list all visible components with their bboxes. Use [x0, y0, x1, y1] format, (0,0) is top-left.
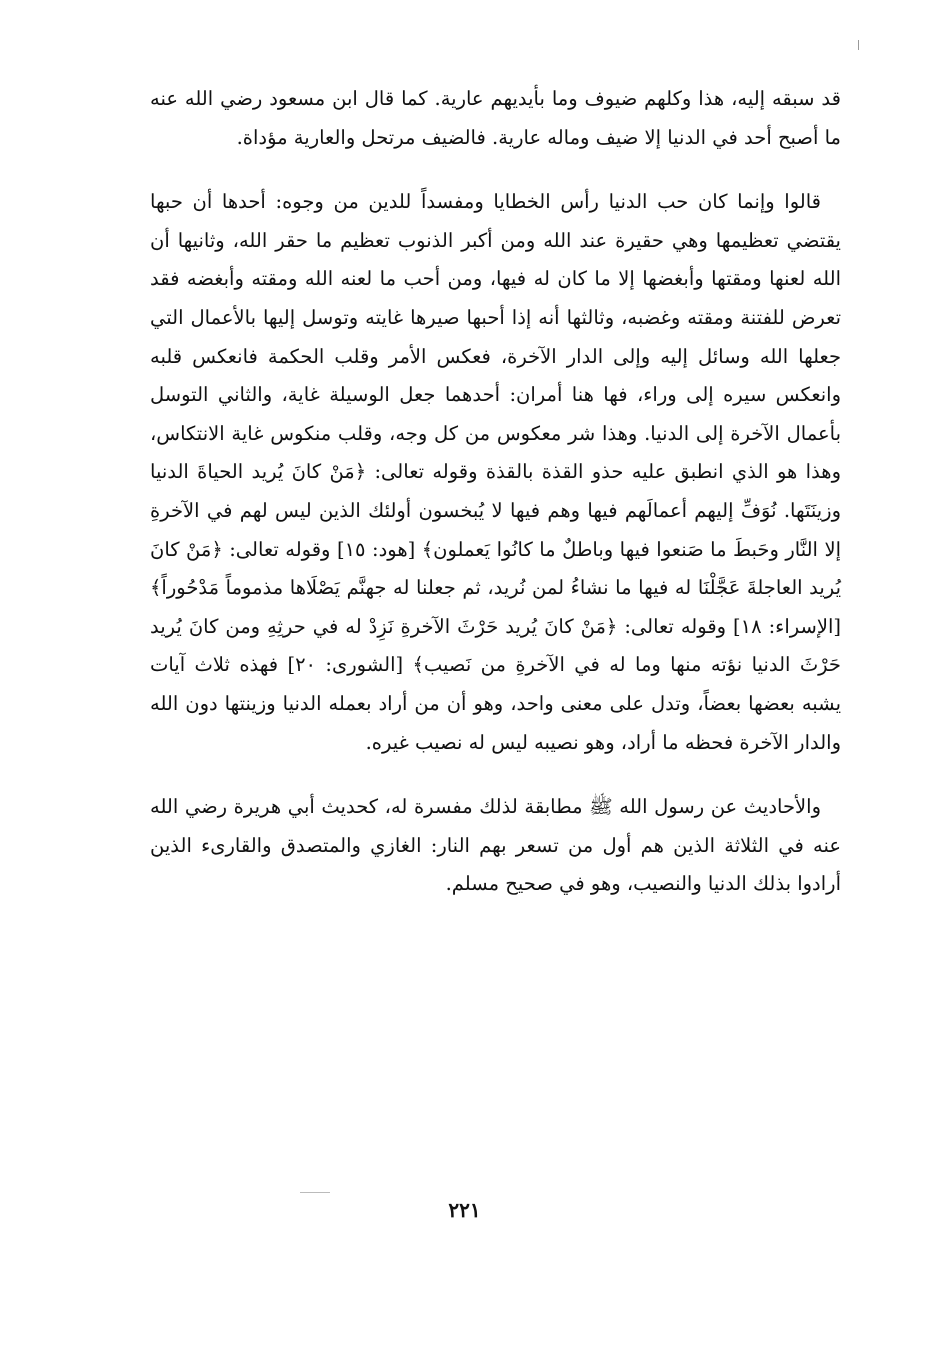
paragraph-3: والأحاديث عن رسول الله ﷺ مطابقة لذلك مفسرة له، كحديث أبي هريرة رضي الله عنه في الثلاثة الذين هم أول من تسعر بهم النار: الغازي والمتصدق والقارىء الذين أرادوا بذلك الدنيا والنصيب، وهو في صحيح مسلم. [150, 795, 841, 896]
footer-rule [300, 1192, 330, 1193]
body-text [150, 80, 841, 930]
page-number: ٢٢١ [448, 1198, 481, 1222]
paragraph-1: قد سبقه إليه، هذا وكلهم ضيوف وما بأيديهم عارية. كما قال ابن مسعود رضي الله عنه ما أصبح أحد في الدنيا إلا ضيف وماله عارية. فالضيف مرتحل والعارية مؤداة. [150, 87, 841, 149]
paragraph-2: قالوا وإنما كان حب الدنيا رأس الخطايا ومفسداً للدين من وجوه: أحدها أن حبها يقتضي تعظيمها وهي حقيرة عند الله ومن أكبر الذنوب تعظيم ما حقر الله، وثانيها أن الله لعنها ومقتها وأبغضها إلا ما كان له فيها، ومن أحب ما لعنه الله ومقته وأبغضه فقد تعرض للفتنة ومقته وغضبه، وثالثها أنه إذا أحبها صيرها غايته وتوسل إليها بالأعمال التي جعلها الله وسائل إليه وإلى الدار الآخرة، فعكس الأمر وقلب الحكمة فانعكس قلبه وانعكس سيره إلى وراء، فها هنا أمران: أحدهما جعل الوسيلة غاية، والثاني التوسل بأعمال الآخرة إلى الدنيا. وهذا شر معكوس من كل وجه، وقلب منكوس غاية الانتكاس، وهذا هو الذي انطبق عليه حذو القذة بالقذة وقوله تعالى: ﴿مَنْ كانَ يُريد الحياةَ الدنيا وزينَتَها. نُوَفِّ إليهم أعمالَهم فيها وهم فيها لا يُبخسون أولئك الذين ليس لهم في الآخرةِ إلا النَّار وحَبطَ ما صَنعوا فيها وباطلٌ ما كانُوا يَعملون﴾ [هود: ١٥] وقوله تعالى: ﴿مَنْ كانَ يُريد العاجلةَ عَجَّلْنَا له فيها ما نشاءُ لمن نُريد، ثم جعلنا له جهنَّم يَصْلَاها مذموماً مَدْحُوراً﴾ [الإسراء: ١٨] وقوله تعالى: ﴿مَنْ كانَ يُريد حَرْثَ الآخرةِ نَزِدْ له في حرثِهِ ومن كانَ يُريد حَرْثَ الدنيا نؤته منها وما له في الآخرةِ من نَصيب﴾ [الشورى: ٢٠] فهذه ثلاث آيات يشبه بعضها بعضاً، وتدل على معنى واحد، وهو أن من أراد بعمله الدنيا وزينتها دون الله والدار الآخرة فحظه ما أراد، وهو نصيبه ليس له نصيب غيره. [150, 190, 841, 754]
scan-mark [858, 40, 859, 50]
